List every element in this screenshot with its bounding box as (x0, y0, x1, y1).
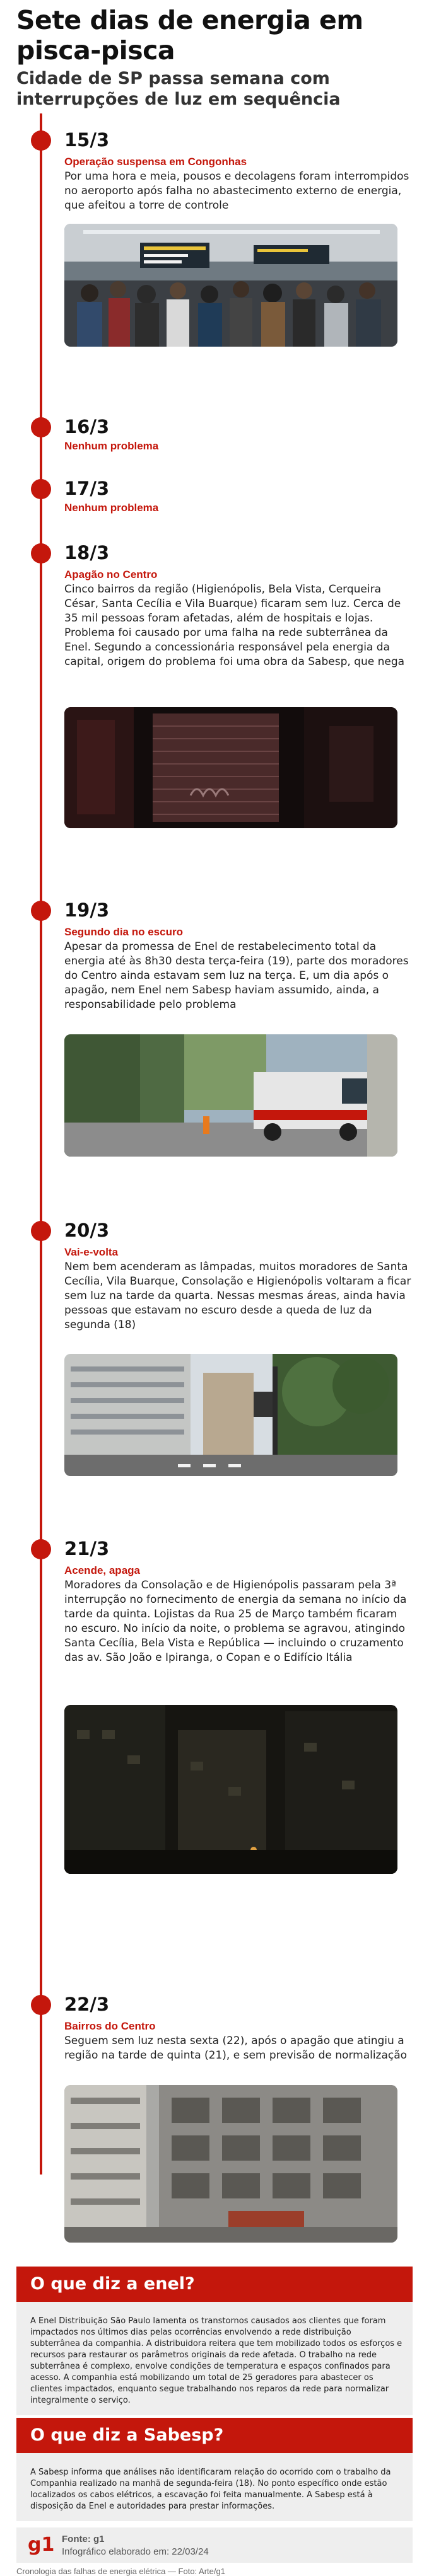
timeline-dot (31, 417, 51, 437)
entry-date: 17/3 (64, 478, 110, 499)
street-truck-photo (64, 1034, 397, 1157)
sabesp-section-header (16, 2418, 413, 2453)
sabesp-statement-text: A Sabesp informa que análises não identificaram relação do ocorrido com o trabalho da Companhia realizado na manhã de segunda-feira (18). No ponto específico onde estão localizados os cabos elétricos, a escavação foi feita manualmente. A Sabesp está à disposição da Enel e autoridades para prestar informações. (30, 2468, 391, 2511)
enel-statement-text: A Enel Distribuição São Paulo lamenta os transtornos causados aos clientes que foram impactados nos últimos dias pelas ocorrências envolvendo a rede distribuição subterrânea da companhia. A distribuidora reitera que tem mobilizado todos os esforços e recursos para restaurar os parâmetros originais da rede afetada. O trabalho na rede subterrânea é complexo, envolve condições de temperatura e espaços confinados para acesso. A companhia está mobilizando um total de 25 geradores para abastecer os clientes impactados, enquanto segue trabalhando nos reparos da rede para normalizar integralmente o serviço. (30, 2316, 403, 2405)
airport-photo (64, 224, 397, 347)
enel-section-header (16, 2267, 413, 2302)
timeline-dot (31, 1995, 51, 2015)
timeline-dot (31, 130, 51, 151)
building-facade-photo (64, 2085, 397, 2243)
entry-subtitle: Nenhum problema (64, 502, 159, 514)
entry-text: Moradores da Consolação e de Higienópolis passaram pela 3ª interrupção no fornecimento de energia da semana no início da tarde da quinta. Lojistas da Rua 25 de Março também ficaram no escuro. No início da noite, o problema se agravou, atingindo Santa Cecília, Bela Vista e República — incluindo o cruzamento das av. São João e Ipiranga, o Copan e o Edifício Itália (64, 1579, 407, 1664)
entry-text: Nem bem acenderam as lâmpadas, muitos moradores de Santa Cecília, Vila Buarque, Consolação e Higienópolis voltaram a ficar sem luz na tarde da quarta. Nessas mesmas áreas, ainda havia pessoas que estavam no escuro desde a queda de luz da segunda (18) (64, 1261, 411, 1331)
entry-subtitle: Vai-e-volta (64, 1246, 119, 1258)
sabesp-section-title: O que diz a Sabesp? (30, 2425, 224, 2445)
entry-date: 20/3 (64, 1220, 110, 1241)
timeline-dot (31, 479, 51, 499)
timeline-dot (31, 1221, 51, 1241)
subheadline: Cidade de SP passa semana com interrupções de luz em sequência (16, 69, 341, 109)
headline: Sete dias de energia em pisca-pisca (16, 5, 363, 66)
photo-caption: Cronologia das falhas de energia elétrica — Foto: Arte/g1 (16, 2567, 225, 2576)
entry-date: 16/3 (64, 416, 110, 437)
sabesp-statement-box (16, 2453, 413, 2521)
entry-subtitle: Operação suspensa em Congonhas (64, 156, 247, 168)
credit-text: Infográfico elaborado em: 22/03/24 (62, 2546, 209, 2557)
enel-statement-box (16, 2302, 413, 2415)
entry-subtitle: Acende, apaga (64, 1564, 140, 1576)
timeline-dot (31, 543, 51, 563)
entry-text: Por uma hora e meia, pousos e decolagens foram interrompidos no aeroporto após falha no abastecimento externo de energia, que afeitou a torre de controle (64, 170, 409, 212)
entry-text: Apesar da promessa de Enel de restabelecimento total da energia até às 8h30 desta terça-feira (19), parte dos moradores do Centro ainda estavam sem luz na terça. E, um dia após o apagão, nem Enel nem Sabesp haviam assumido, ainda, a responsabilidade pelo problema (64, 940, 409, 1011)
dark-street-photo (64, 1705, 397, 1874)
enel-section-title: O que diz a enel? (30, 2274, 195, 2294)
footer (16, 2527, 413, 2563)
entry-subtitle: Bairros do Centro (64, 2020, 156, 2032)
g1-logo: g1 (28, 2534, 55, 2556)
dark-storefront-photo (64, 707, 397, 828)
timeline-dot (31, 1539, 51, 1559)
entry-date: 22/3 (64, 1994, 110, 2015)
timeline-dot (31, 901, 51, 921)
entry-subtitle: Segundo dia no escuro (64, 926, 183, 938)
entry-date: 15/3 (64, 129, 110, 151)
buildings-street-photo (64, 1354, 397, 1476)
source-text: Fonte: g1 (62, 2534, 105, 2544)
entry-subtitle: Apagão no Centro (64, 569, 158, 580)
entry-date: 18/3 (64, 542, 110, 563)
entry-text: Cinco bairros da região (Higienópolis, Bela Vista, Cerqueira César, Santa Cecília e Vila Buarque) ficaram sem luz. Cerca de 35 mil pessoas foram afetadas, além de hospitais e lojas. Problema foi causado por uma falha na rede subterrânea da Enel. Segundo a concessionária responsável pela energia da capital, origem do problema foi uma obra da Sabesp, que nega (64, 583, 405, 668)
entry-subtitle: Nenhum problema (64, 440, 159, 452)
entry-text: Seguem sem luz nesta sexta (22), após o apagão que atingiu a região na tarde de quinta (21), e sem previsão de normalização (64, 2035, 408, 2062)
entry-date: 21/3 (64, 1538, 110, 1559)
entry-date: 19/3 (64, 899, 110, 921)
